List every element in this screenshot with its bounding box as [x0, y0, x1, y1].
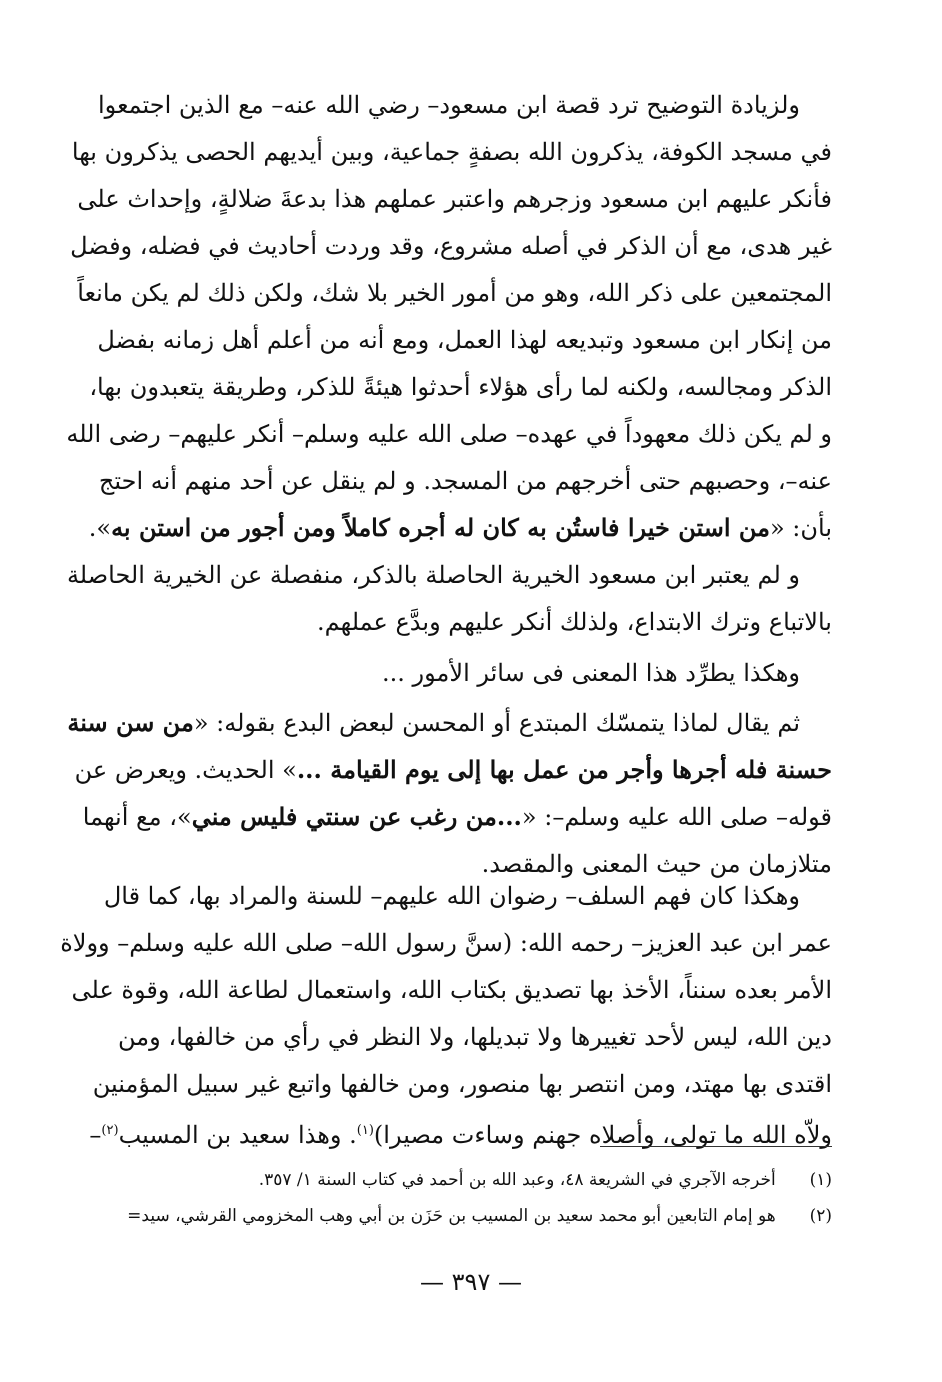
- body-line-10: بأن: «من استن خيرا فاستُن به كان له أجره كاملاً ومن أجور من استن به».: [88, 513, 832, 542]
- hadith-quote-2a: من سن سنة: [67, 708, 194, 737]
- body-line-7: الذكر ومجالسه، ولكنه لما رأى هؤلاء أحدثوا هيئةً للذكر، وطريقة يتعبدون بها،: [89, 373, 832, 401]
- body-line-13: وهكذا يطرِّد هذا المعنى فى سائر الأمور ...: [382, 659, 800, 687]
- footnote-text-1: أخرجه الآجري في الشريعة ٤٨، وعبد الله بن أحمد في كتاب السنة ١/ ٣٥٧.: [258, 1170, 776, 1190]
- body-line-22: اقتدى بها مهتد، ومن انتصر بها منصور، ومن خالفها واتبع غير سبيل المؤمنين: [92, 1070, 832, 1098]
- body-line-19: عمر ابن عبد العزيز– رحمه الله: (سنَّ رسول الله– صلى الله عليه وسلم– وولاة: [60, 929, 832, 957]
- body-line-14: ثم يقال لماذا يتمسّك المبتدع أو المحسن لبعض البدع بقوله: «من سن سنة: [67, 708, 800, 737]
- footnote-ref-2: (٢): [101, 1123, 119, 1138]
- footnote-separator: [600, 1146, 832, 1147]
- footnote-number-2: (٢): [809, 1206, 832, 1226]
- body-line-4: غير هدى، مع أن الذكر في أصله مشروع، وقد وردت أحاديث في فضله، وفضل: [70, 232, 832, 260]
- hadith-quote-2b: حسنة فله أجرها وأجر من عمل بها إلى يوم القيامة ...: [296, 755, 832, 784]
- body-line-11: و لم يعتبر ابن مسعود الخيرية الحاصلة بالذكر، منفصلة عن الخيرية الحاصلة: [66, 561, 800, 589]
- body-line-21: دين الله، ليس لأحد تغييرها ولا تبديلها، ولا النظر في رأي من خالفها، ومن: [118, 1023, 832, 1051]
- footnote-2: [118, 1202, 832, 1230]
- body-line-3: فأنكر عليهم ابن مسعود وزجرهم واعتبر عملهم هذا بدعةَ ضلالةٍ، وإحداث على: [77, 185, 832, 213]
- footnote-number-1: (١): [809, 1170, 832, 1190]
- body-line-5: المجتمعين على ذكر الله، وهو من أمور الخير بلا شك، ولكن ذلك لم يكن مانعاً: [77, 279, 832, 307]
- body-line-9: عنه–، وحصبهم حتى أخرجهم من المسجد. و لم ينقل عن أحد منهم أنه احتج: [98, 467, 832, 495]
- footnote-1: [118, 1166, 832, 1194]
- body-line-2: في مسجد الكوفة، يذكرون الله بصفةٍ جماعية، وبين أيديهم الحصى يذكرون بها: [71, 138, 832, 166]
- body-line-8: و لم يكن ذلك معهوداً في عهده– صلى الله عليه وسلم– أنكر عليهم– رضى الله: [66, 420, 832, 448]
- body-line-18: وهكذا كان فهم السلف– رضوان الله عليهم– للسنة والمراد بها، كما قال: [103, 882, 800, 910]
- hadith-quote-1: من استن خيرا فاستُن به كان له أجره كاملاً ومن أجور من استن به: [111, 513, 770, 542]
- body-line-15: حسنة فله أجرها وأجر من عمل بها إلى يوم القيامة ...» الحديث. ويعرض عن: [74, 755, 832, 784]
- body-line-1: ولزيادة التوضيح ترد قصة ابن مسعود– رضي الله عنه– مع الذين اجتمعوا: [98, 91, 800, 119]
- body-line-17: متلازمان من حيث المعنى والمقصد.: [481, 850, 832, 878]
- body-line-12: بالاتباع وترك الابتداع، ولذلك أنكر عليهم وبدَّع عملهم.: [317, 608, 832, 636]
- body-line-6: من إنكار ابن مسعود وتبديعه لهذا العمل، ومع أنه من أعلم أهل زمانه بفضل: [97, 326, 832, 354]
- body-line-23: ولاّه الله ما تولى، وأصلاه جهنم وساءت مصيرا)$^{(١)}$. وهذا سعيد بن المسيب$^{(٢)}$–: [89, 1121, 832, 1149]
- footnote-text-2: هو إمام التابعين أبو محمد سعيد بن المسيب بن حَزَن بن أبي وهب المخزومي القرشي، سيد=: [127, 1206, 776, 1226]
- hadith-quote-3: ...من رغب عن سنتي فليس مني: [191, 802, 522, 831]
- footnote-ref-1: (١): [356, 1123, 374, 1138]
- body-line-20: الأمر بعده سنناً، الأخذ بها تصديق بكتاب الله، واستعمال لطاعة الله، وقوة على: [71, 976, 832, 1004]
- body-line-16: قوله– صلى الله عليه وسلم–: «...من رغب عن سنتي فليس مني»، مع أنهما: [82, 802, 832, 831]
- page-number: — ٣٩٧ —: [420, 1268, 522, 1296]
